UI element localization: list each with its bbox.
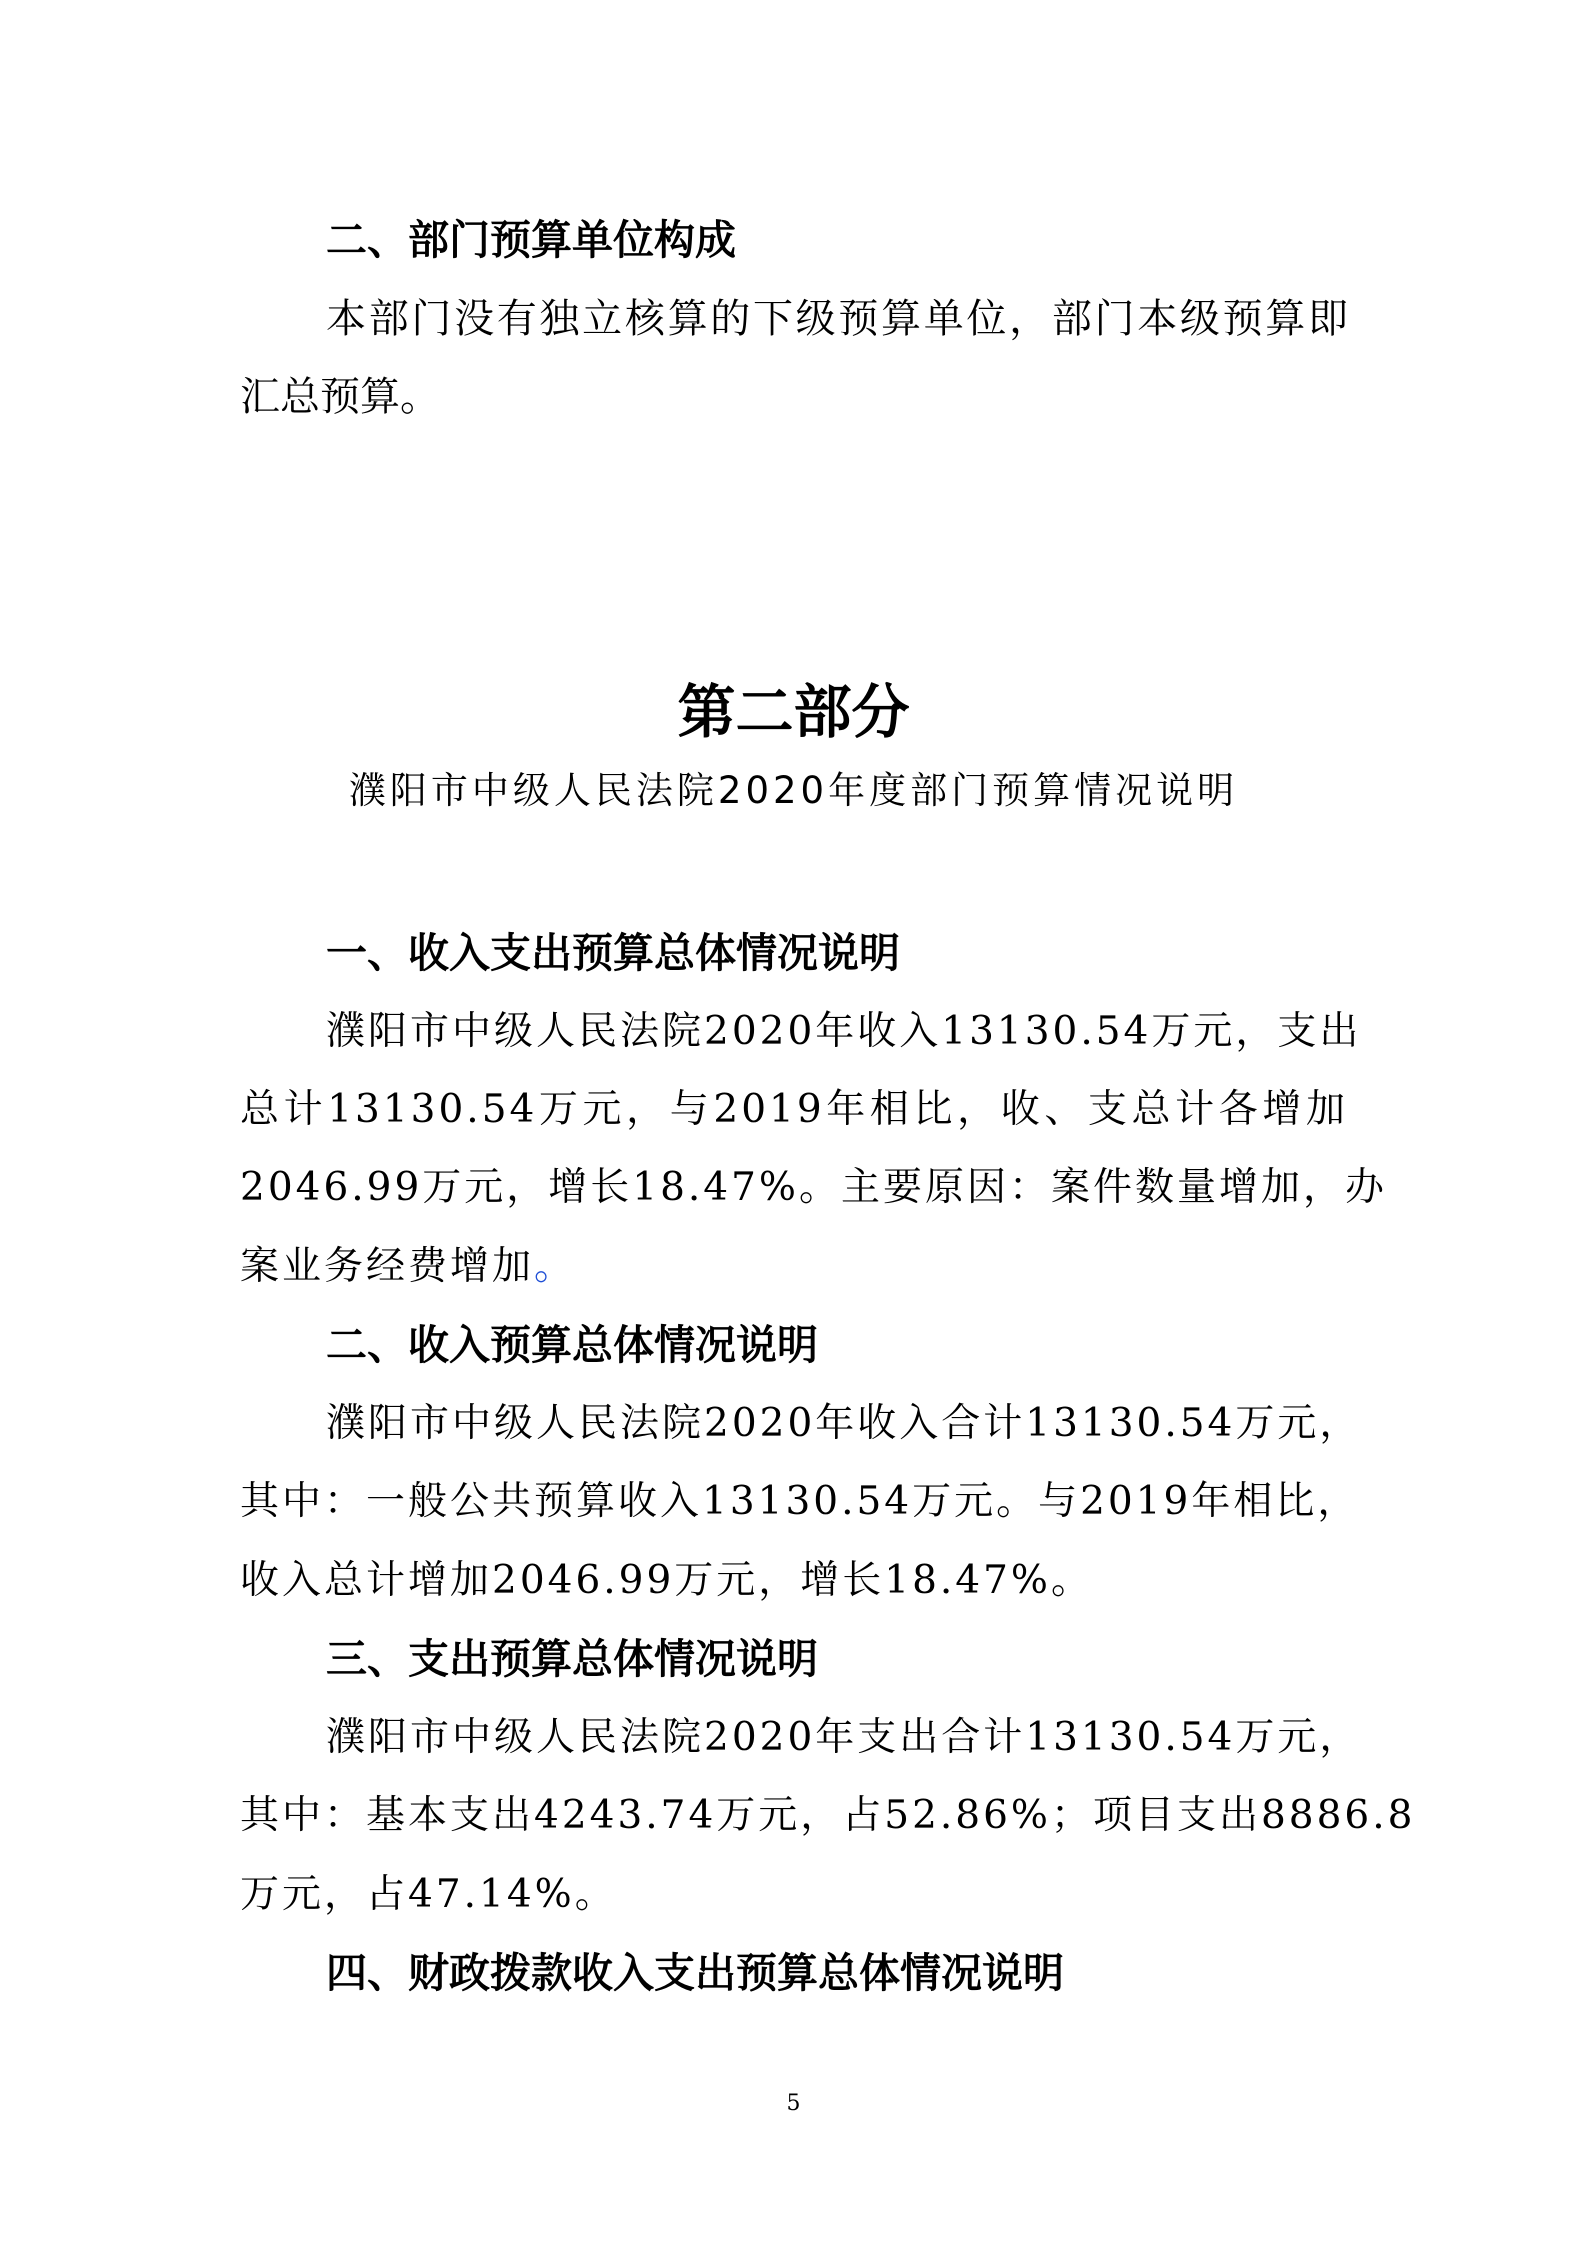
part-subtitle: 濮阳市中级人民法院2020年度部门预算情况说明 [348,769,1239,812]
paragraph-line: 濮阳市中级人民法院2020年收入合计13130.54万元， [326,1401,1362,1446]
paragraph-line: 其中：基本支出4243.74万元，占52.86%；项目支出8886.8 [240,1793,1416,1838]
paragraph-line: 本部门没有独立核算的下级预算单位，部门本级预算即 [326,296,1348,342]
part-title: 第二部分 [677,678,910,746]
paragraph-line: 其中：一般公共预算收入13130.54万元。与2019年相比， [240,1479,1360,1524]
paragraph-line: 2046.99万元，增长18.47%。主要原因：案件数量增加，办 [240,1165,1387,1210]
paragraph-line: 汇总预算。 [240,374,440,420]
section-heading-1: 一、收入支出预算总体情况说明 [326,929,900,977]
page-number: 5 [786,2091,801,2116]
paragraph-line: 总计13130.54万元，与2019年相比，收、支总计各增加 [240,1087,1348,1132]
section-heading-2: 二、收入预算总体情况说明 [326,1321,818,1369]
paragraph-line: 万元，占47.14%。 [240,1872,617,1917]
paragraph-line: 濮阳市中级人民法院2020年支出合计13130.54万元， [326,1715,1362,1760]
paragraph-line: 收入总计增加2046.99万元，增长18.47%。 [240,1558,1093,1603]
section-heading-3: 三、支出预算总体情况说明 [326,1635,818,1683]
section-heading-4: 四、财政拨款收入支出预算总体情况说明 [326,1949,1064,1997]
paragraph-text: 案业务经费增加 [240,1244,535,1289]
paragraph-line: 濮阳市中级人民法院2020年收入13130.54万元，支出 [326,1009,1362,1054]
paragraph-line [240,1243,576,1291]
section-heading-unit-composition: 二、部门预算单位构成 [326,216,736,264]
period-mark: 。 [534,1244,577,1289]
